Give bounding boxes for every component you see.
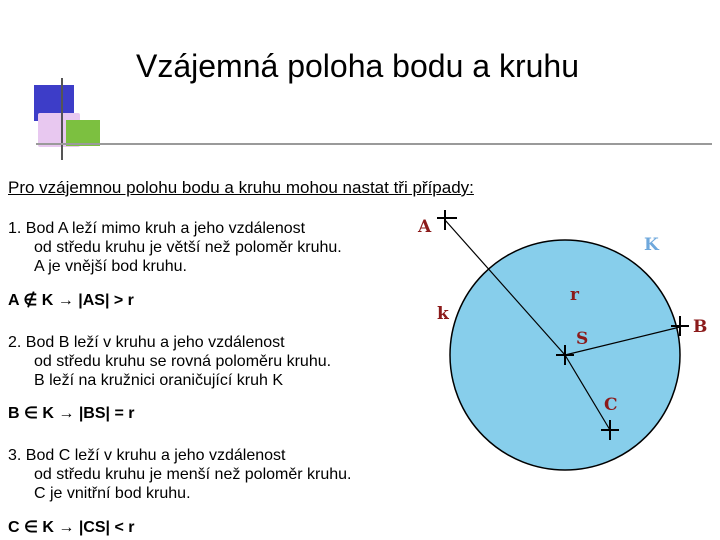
case-1-line-1: 1. Bod A leží mimo kruh a jeho vzdálenost <box>8 220 306 237</box>
case-1-relation: A ∉ K → |AS| > r <box>8 292 134 309</box>
case-3-relation: C ∈ K → |CS| < r <box>8 519 135 536</box>
label-r: r <box>570 285 579 305</box>
page-title: Vzájemná poloha bodu a kruhu <box>136 48 579 84</box>
case-2-line-1: 2. Bod B leží v kruhu a jeho vzdálenost <box>8 334 285 351</box>
subtitle: Pro vzájemnou polohu bodu a kruhu mohou nastat tři případy: <box>8 178 474 197</box>
case-1-line-2: od středu kruhu je větší než poloměr kruhu. <box>34 239 342 256</box>
case-3-line-2: od středu kruhu je menší než poloměr kruhu. <box>34 466 352 483</box>
case-2-line-2: od středu kruhu se rovná poloměru kruhu. <box>34 353 332 370</box>
label-A: A <box>418 217 432 237</box>
case-1-line-3: A je vnější bod kruhu. <box>34 258 187 275</box>
label-S: S <box>576 329 589 349</box>
label-C: C <box>604 395 618 415</box>
label-k: k <box>437 304 449 324</box>
label-B: B <box>693 317 708 337</box>
case-3-line-1: 3. Bod C leží v kruhu a jeho vzdálenost <box>8 447 286 464</box>
point-A-marker <box>437 210 457 230</box>
case-2-line-3: B leží na kružnici oraničující kruh K <box>34 372 283 389</box>
case-2-relation: B ∈ K → |BS| = r <box>8 405 135 422</box>
case-3-line-3: C je vnitřní bod kruhu. <box>34 485 191 502</box>
label-K: K <box>644 235 659 255</box>
